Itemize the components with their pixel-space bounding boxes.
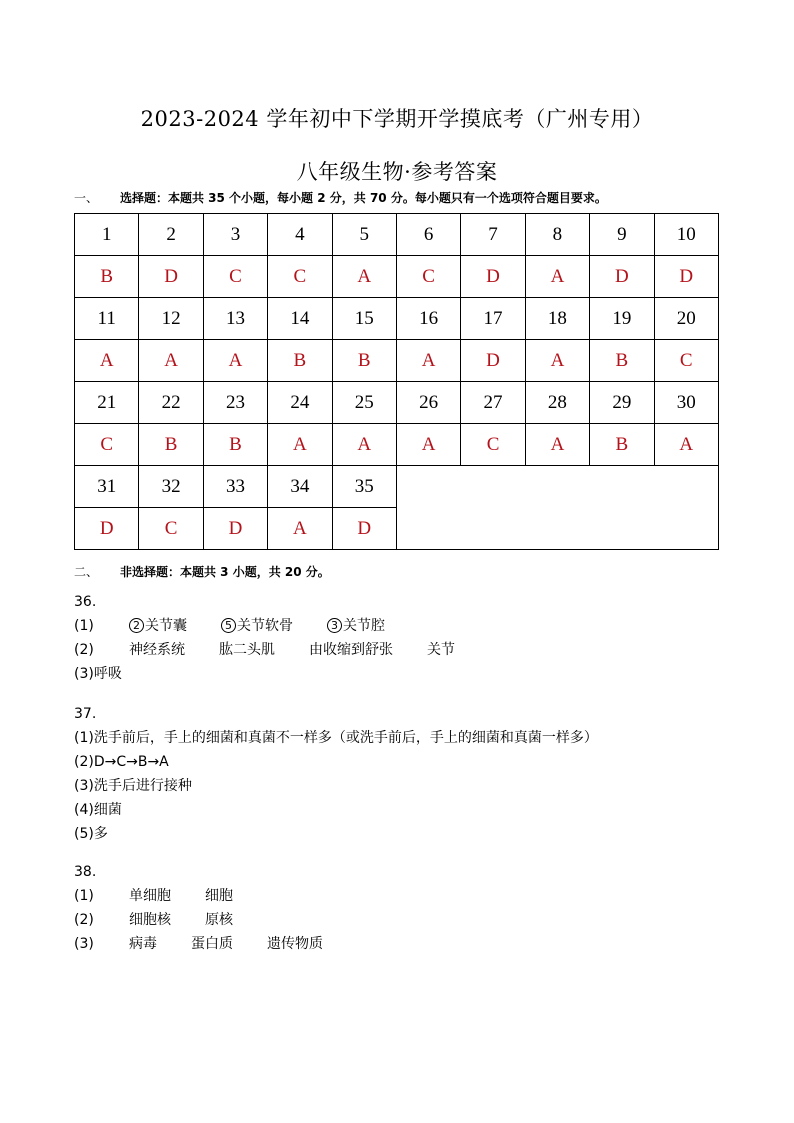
circled-number: 2: [129, 618, 144, 633]
question-37: [74, 702, 598, 846]
answer-text: 肱二头肌: [219, 642, 275, 658]
question-36: [74, 590, 489, 686]
sub-question-label: (2): [74, 912, 94, 928]
answer-letter-cell: C: [203, 256, 267, 298]
page-title: 2023-2024 学年初中下学期开学摸底考（广州专用）: [140, 107, 654, 131]
answer-text: 细胞: [205, 888, 233, 904]
question-number-cell: 26: [396, 382, 460, 424]
answer-letter-cell: D: [203, 508, 267, 550]
answer-letter-cell: C: [461, 424, 525, 466]
answer-item: [74, 662, 122, 686]
answer-letter-cell: C: [268, 256, 332, 298]
question-number-cell: 20: [654, 298, 718, 340]
question-number-cell: 19: [590, 298, 654, 340]
answer-letter-cell: A: [75, 340, 139, 382]
circled-number: 3: [327, 618, 342, 633]
answer-letter-cell: D: [139, 256, 203, 298]
answer-letter-cell: A: [332, 256, 396, 298]
empty-cell: [396, 466, 718, 550]
section-2-heading: [74, 563, 330, 580]
question-number-cell: 34: [268, 466, 332, 508]
answer-line: (4)细菌: [74, 802, 122, 818]
answer-number-row: [75, 382, 719, 424]
question-number-cell: 9: [590, 214, 654, 256]
answer-text: (3)呼吸: [74, 666, 122, 682]
question-number-cell: 5: [332, 214, 396, 256]
question-number-cell: 3: [203, 214, 267, 256]
answer-letter-cell: B: [268, 340, 332, 382]
section-1-heading: [74, 189, 607, 206]
section-1-number: 一、: [74, 191, 99, 205]
answer-letter-row: [75, 424, 719, 466]
section-2-number: 二、: [74, 565, 99, 579]
answer-letter-cell: A: [525, 256, 589, 298]
sub-question-label: (1): [74, 618, 94, 634]
answer-table: [74, 213, 719, 550]
answer-letter-cell: B: [75, 256, 139, 298]
answer-line: [74, 638, 489, 662]
answer-letter-cell: D: [590, 256, 654, 298]
answer-text: 病毒: [129, 936, 157, 952]
answer-text: 关节腔: [343, 618, 385, 634]
question-number-cell: 10: [654, 214, 718, 256]
question-number-cell: 35: [332, 466, 396, 508]
answer-line: [74, 614, 489, 638]
answer-line: [74, 908, 357, 932]
answer-text: 关节: [427, 642, 455, 658]
answer-letter-cell: A: [332, 424, 396, 466]
question-number-cell: 18: [525, 298, 589, 340]
section-1-text: 选择题：本题共 35 个小题，每小题 2 分，共 70 分。每小题只有一个选项符合题目要求。: [120, 191, 607, 205]
page-subtitle: 八年级生物·参考答案: [296, 160, 498, 184]
answer-letter-cell: A: [139, 340, 203, 382]
answer-letter-cell: B: [332, 340, 396, 382]
question-number-cell: 1: [75, 214, 139, 256]
question-number-cell: 8: [525, 214, 589, 256]
answer-letter-cell: B: [590, 340, 654, 382]
answer-number-row: [75, 466, 719, 508]
question-number-cell: 6: [396, 214, 460, 256]
question-number-cell: 15: [332, 298, 396, 340]
answer-letter-cell: B: [139, 424, 203, 466]
question-number-cell: 32: [139, 466, 203, 508]
answer-letter-cell: D: [654, 256, 718, 298]
answer-letter-cell: B: [590, 424, 654, 466]
answer-letter-cell: A: [203, 340, 267, 382]
answer-text: 蛋白质: [191, 936, 233, 952]
answer-item: [427, 638, 455, 662]
answer-letter-cell: A: [525, 340, 589, 382]
answer-text: 由收缩到舒张: [309, 642, 393, 658]
question-number-cell: 11: [75, 298, 139, 340]
answer-letter-cell: A: [654, 424, 718, 466]
question-number-cell: 33: [203, 466, 267, 508]
circled-number: 5: [221, 618, 236, 633]
question-number: 37.: [74, 706, 97, 722]
answer-letter-cell: A: [525, 424, 589, 466]
answer-item: [129, 614, 187, 638]
answer-letter-cell: D: [332, 508, 396, 550]
question-number-cell: 27: [461, 382, 525, 424]
question-number-cell: 13: [203, 298, 267, 340]
answer-text: 关节囊: [145, 618, 187, 634]
answer-letter-row: [75, 256, 719, 298]
question-number-cell: 14: [268, 298, 332, 340]
answer-line: (2)D→C→B→A: [74, 754, 169, 770]
answer-number-row: [75, 214, 719, 256]
answer-letter-cell: C: [75, 424, 139, 466]
answer-item: [327, 614, 385, 638]
answer-letter-cell: B: [203, 424, 267, 466]
question-number-cell: 25: [332, 382, 396, 424]
question-number-cell: 30: [654, 382, 718, 424]
sub-question-label: (2): [74, 642, 94, 658]
question-number-cell: 22: [139, 382, 203, 424]
answer-line: (5)多: [74, 826, 108, 842]
question-number-cell: 21: [75, 382, 139, 424]
answer-letter-cell: A: [268, 508, 332, 550]
question-number-cell: 17: [461, 298, 525, 340]
answer-line: (3)洗手后进行接种: [74, 778, 192, 794]
question-38: [74, 860, 357, 956]
question-number-cell: 28: [525, 382, 589, 424]
sub-question-label: (1): [74, 888, 94, 904]
answer-number-row: [75, 298, 719, 340]
answer-text: 神经系统: [129, 642, 185, 658]
question-number: 38.: [74, 864, 97, 880]
answer-letter-cell: A: [396, 340, 460, 382]
question-number-cell: 29: [590, 382, 654, 424]
answer-text: 细胞核: [129, 912, 171, 928]
question-number-cell: 4: [268, 214, 332, 256]
answer-text: 原核: [205, 912, 233, 928]
answer-item: [219, 638, 275, 662]
answer-line: [74, 932, 357, 956]
question-number-cell: 31: [75, 466, 139, 508]
question-number: 36.: [74, 594, 97, 610]
answer-item: [129, 638, 185, 662]
question-number-cell: 24: [268, 382, 332, 424]
answer-letter-cell: A: [396, 424, 460, 466]
answer-letter-cell: D: [461, 340, 525, 382]
answer-line: (1)洗手前后，手上的细菌和真菌不一样多（或洗手前后，手上的细菌和真菌一样多）: [74, 730, 598, 746]
answer-text: 单细胞: [129, 888, 171, 904]
answer-letter-cell: C: [139, 508, 203, 550]
answer-item: [309, 638, 393, 662]
answer-letter-cell: A: [268, 424, 332, 466]
answer-letter-cell: C: [654, 340, 718, 382]
question-number-cell: 16: [396, 298, 460, 340]
question-number-cell: 2: [139, 214, 203, 256]
question-number-cell: 23: [203, 382, 267, 424]
section-2-text: 非选择题：本题共 3 小题，共 20 分。: [120, 565, 330, 579]
answer-line: [74, 884, 357, 908]
answer-item: [221, 614, 293, 638]
answer-line: [74, 662, 489, 686]
question-number-cell: 7: [461, 214, 525, 256]
answer-letter-cell: D: [461, 256, 525, 298]
answer-letter-row: [75, 340, 719, 382]
answer-text: 关节软骨: [237, 618, 293, 634]
question-number-cell: 12: [139, 298, 203, 340]
answer-letter-cell: C: [396, 256, 460, 298]
answer-text: 遗传物质: [267, 936, 323, 952]
answer-letter-cell: D: [75, 508, 139, 550]
sub-question-label: (3): [74, 936, 94, 952]
